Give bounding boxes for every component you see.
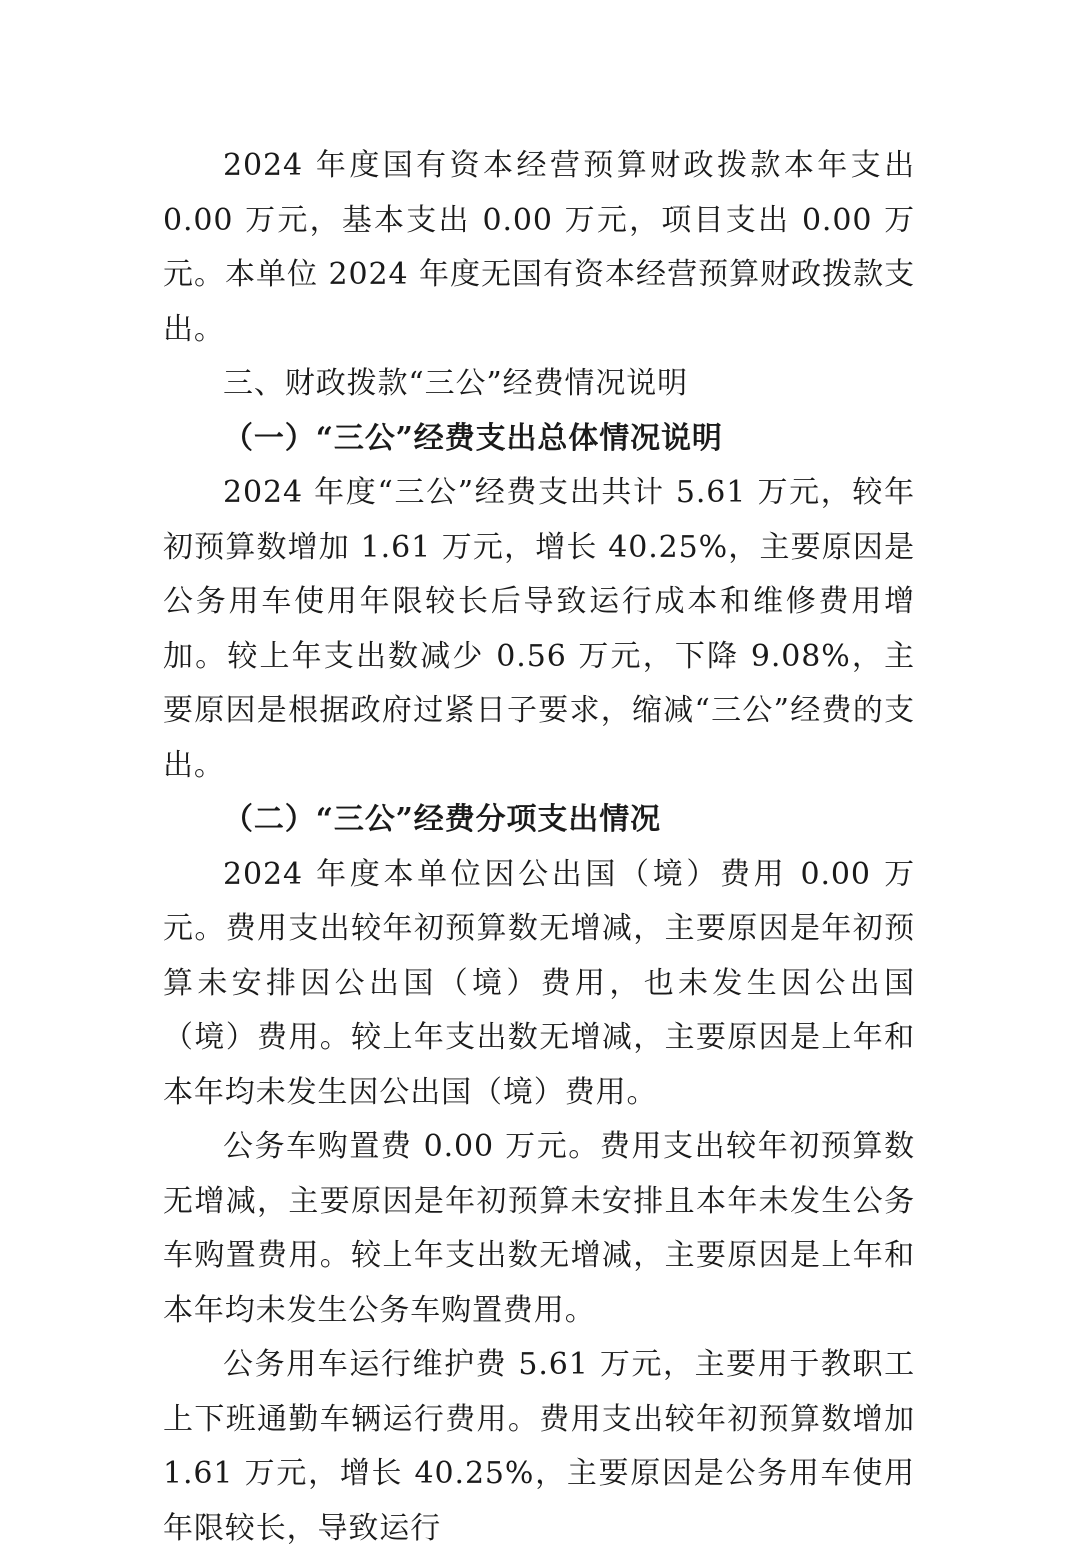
paragraph-overall-expenses: 2024 年度“三公”经费支出共计 5.61 万元，较年初预算数增加 1.61 万元，增长 40.25%，主要原因是公务用车使用年限较长后导致运行成本和维修费用增加。较上年支出数减少 0.56 万元，下降 9.08%，主要原因是根据政府过紧日子要求，缩减“三公”经费的支出。 [163,475,915,783]
subheading-itemized-expenses: （二）“三公”经费分项支出情况 [223,802,662,837]
paragraph-overseas-travel: 2024 年度本单位因公出国（境）费用 0.00 万元。费用支出较年初预算数无增减，主要原因是年初预算未安排因公出国（境）费用，也未发生因公出国（境）费用。较上年支出数无增减，主要原因是上年和本年均未发生因公出国（境）费用。 [163,856,915,1110]
document-body [163,139,915,1556]
paragraph-vehicle-maintenance: 公务用车运行维护费 5.61 万元，主要用于教职工上下班通勤车辆运行费用。费用支出较年初预算数增加 1.61 万元，增长 40.25%，主要原因是公务用车使用年限较长，导致运行 [163,1347,915,1546]
subheading-overall-expenses: （一）“三公”经费支出总体情况说明 [223,420,723,456]
section-heading-three-public-expenses: 三、财政拨款“三公”经费情况说明 [223,366,689,401]
paragraph-state-capital-budget: 2024 年度国有资本经营预算财政拨款本年支出 0.00 万元，基本支出 0.00 万元，项目支出 0.00 万元。本单位 2024 年度无国有资本经营预算财政拨款支出。 [163,148,915,347]
paragraph-vehicle-purchase: 公务车购置费 0.00 万元。费用支出较年初预算数无增减，主要原因是年初预算未安排且本年未发生公务车购置费用。较上年支出数无增减，主要原因是上年和本年均未发生公务车购置费用。 [163,1129,915,1328]
